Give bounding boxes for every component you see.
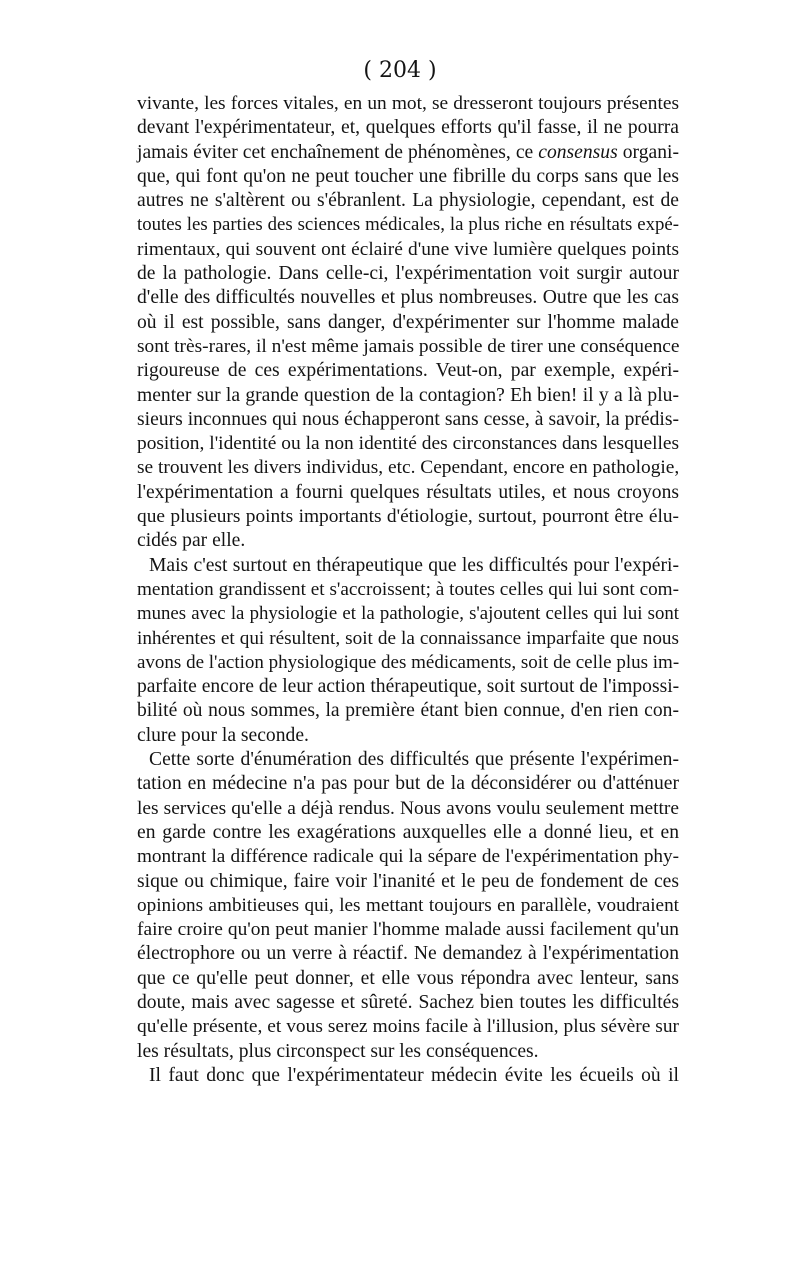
paragraph: [137, 554, 679, 748]
text-line: rigoureuse de ces expérimentations. Veut-on, par exemple, expéri-: [137, 360, 679, 382]
text-line: jamais éviter cet enchaînement de phénomènes, ce consensus organi-: [137, 141, 679, 163]
text-line: sique ou chimique, faire voir l'inanité et le peu de fondement de ces: [137, 870, 679, 892]
text-line: bilité où nous sommes, la première étant bien connue, d'en rien con-: [137, 700, 679, 722]
paragraph: [137, 1064, 679, 1088]
text-line: en garde contre les exagérations auxquelles elle a donné lieu, et en: [137, 821, 679, 843]
body-text: [137, 92, 679, 1088]
text-line: l'expérimentation a fourni quelques résultats utiles, et nous croyons: [137, 481, 679, 503]
text-line: qu'elle présente, et vous serez moins facile à l'illusion, plus sévère sur: [137, 1016, 679, 1038]
text-line: rimentaux, qui souvent ont éclairé d'une vive lumière quelques points: [137, 238, 679, 260]
text-line: d'elle des difficultés nouvelles et plus nombreuses. Outre que les cas: [137, 287, 679, 309]
text-line: vivante, les forces vitales, en un mot, se dresseront toujours présentes: [137, 93, 679, 114]
italic-term: consensus: [538, 141, 618, 163]
text-line: toutes les parties des sciences médicales, la plus riche en résultats expé-: [137, 214, 679, 236]
text-line: que plusieurs points importants d'étiologie, surtout, pourront être élu-: [137, 506, 679, 528]
text-line: montrant la différence radicale qui la sépare de l'expérimentation phy-: [137, 846, 679, 868]
text-line: faire croire qu'on peut manier l'homme malade aussi facilement qu'un: [137, 919, 679, 941]
text-line: de la pathologie. Dans celle-ci, l'expérimentation voit surgir autour: [137, 263, 679, 285]
page-number: ( 204 ): [363, 58, 437, 83]
text-line: électrophore ou un verre à réactif. Ne demandez à l'expérimentation: [137, 943, 679, 965]
text-line: autres ne s'altèrent ou s'ébranlent. La physiologie, cependant, est de: [137, 190, 679, 212]
text-line: inhérentes et qui résultent, soit de la connaissance imparfaite que nous: [137, 627, 679, 649]
text-line: position, l'identité ou la non identité des circonstances dans lesquelles: [137, 433, 679, 455]
text-line: opinions ambitieuses qui, les mettant toujours en parallèle, voudraient: [137, 894, 679, 916]
text-line: que ce qu'elle peut donner, et elle vous répondra avec lenteur, sans: [137, 967, 679, 989]
text-line: se trouvent les divers individus, etc. Cependant, encore en pathologie,: [137, 457, 680, 479]
text-line: munes avec la physiologie et la pathologie, s'ajoutent celles qui lui sont: [137, 603, 679, 625]
text-line: Cette sorte d'énumération des difficultés que présente l'expérimen-: [149, 749, 679, 771]
text-line: cidés par elle.: [137, 530, 246, 552]
text-line: les résultats, plus circonspect sur les conséquences.: [137, 1040, 539, 1062]
text-line: devant l'expérimentateur, et, quelques efforts qu'il fasse, il ne pourra: [137, 117, 679, 139]
paragraph: [137, 748, 679, 1064]
text-line: sieurs inconnues qui nous échapperont sans cesse, à savoir, la prédis-: [137, 408, 679, 430]
text-line: les services qu'elle a déjà rendus. Nous avons voulu seulement mettre: [137, 797, 679, 819]
text-line: clure pour la seconde.: [137, 724, 309, 746]
text-line: où il est possible, sans danger, d'expérimenter sur l'homme malade: [137, 311, 679, 333]
text-line: sont très-rares, il n'est même jamais possible de tirer une conséquence: [137, 335, 680, 357]
text-line: doute, mais avec sagesse et sûreté. Sachez bien toutes les difficultés: [137, 991, 679, 1013]
text-line: avons de l'action physiologique des médicaments, soit de celle plus im-: [137, 651, 680, 673]
text-line: Il faut donc que l'expérimentateur médecin évite les écueils où il: [149, 1064, 679, 1086]
text-line: parfaite encore de leur action thérapeutique, soit surtout de l'impossi-: [137, 676, 680, 698]
text-line: tation en médecine n'a pas pour but de la déconsidérer ou d'atténuer: [137, 773, 679, 795]
text-line: que, qui font qu'on ne peut toucher une fibrille du corps sans que les: [137, 165, 679, 187]
paragraph: [137, 92, 679, 554]
text-line: mentation grandissent et s'accroissent; à toutes celles qui lui sont com-: [137, 578, 679, 600]
text-line: Mais c'est surtout en thérapeutique que les difficultés pour l'expéri-: [149, 554, 679, 576]
text-line: menter sur la grande question de la contagion? Eh bien! il y a là plu-: [137, 384, 679, 406]
